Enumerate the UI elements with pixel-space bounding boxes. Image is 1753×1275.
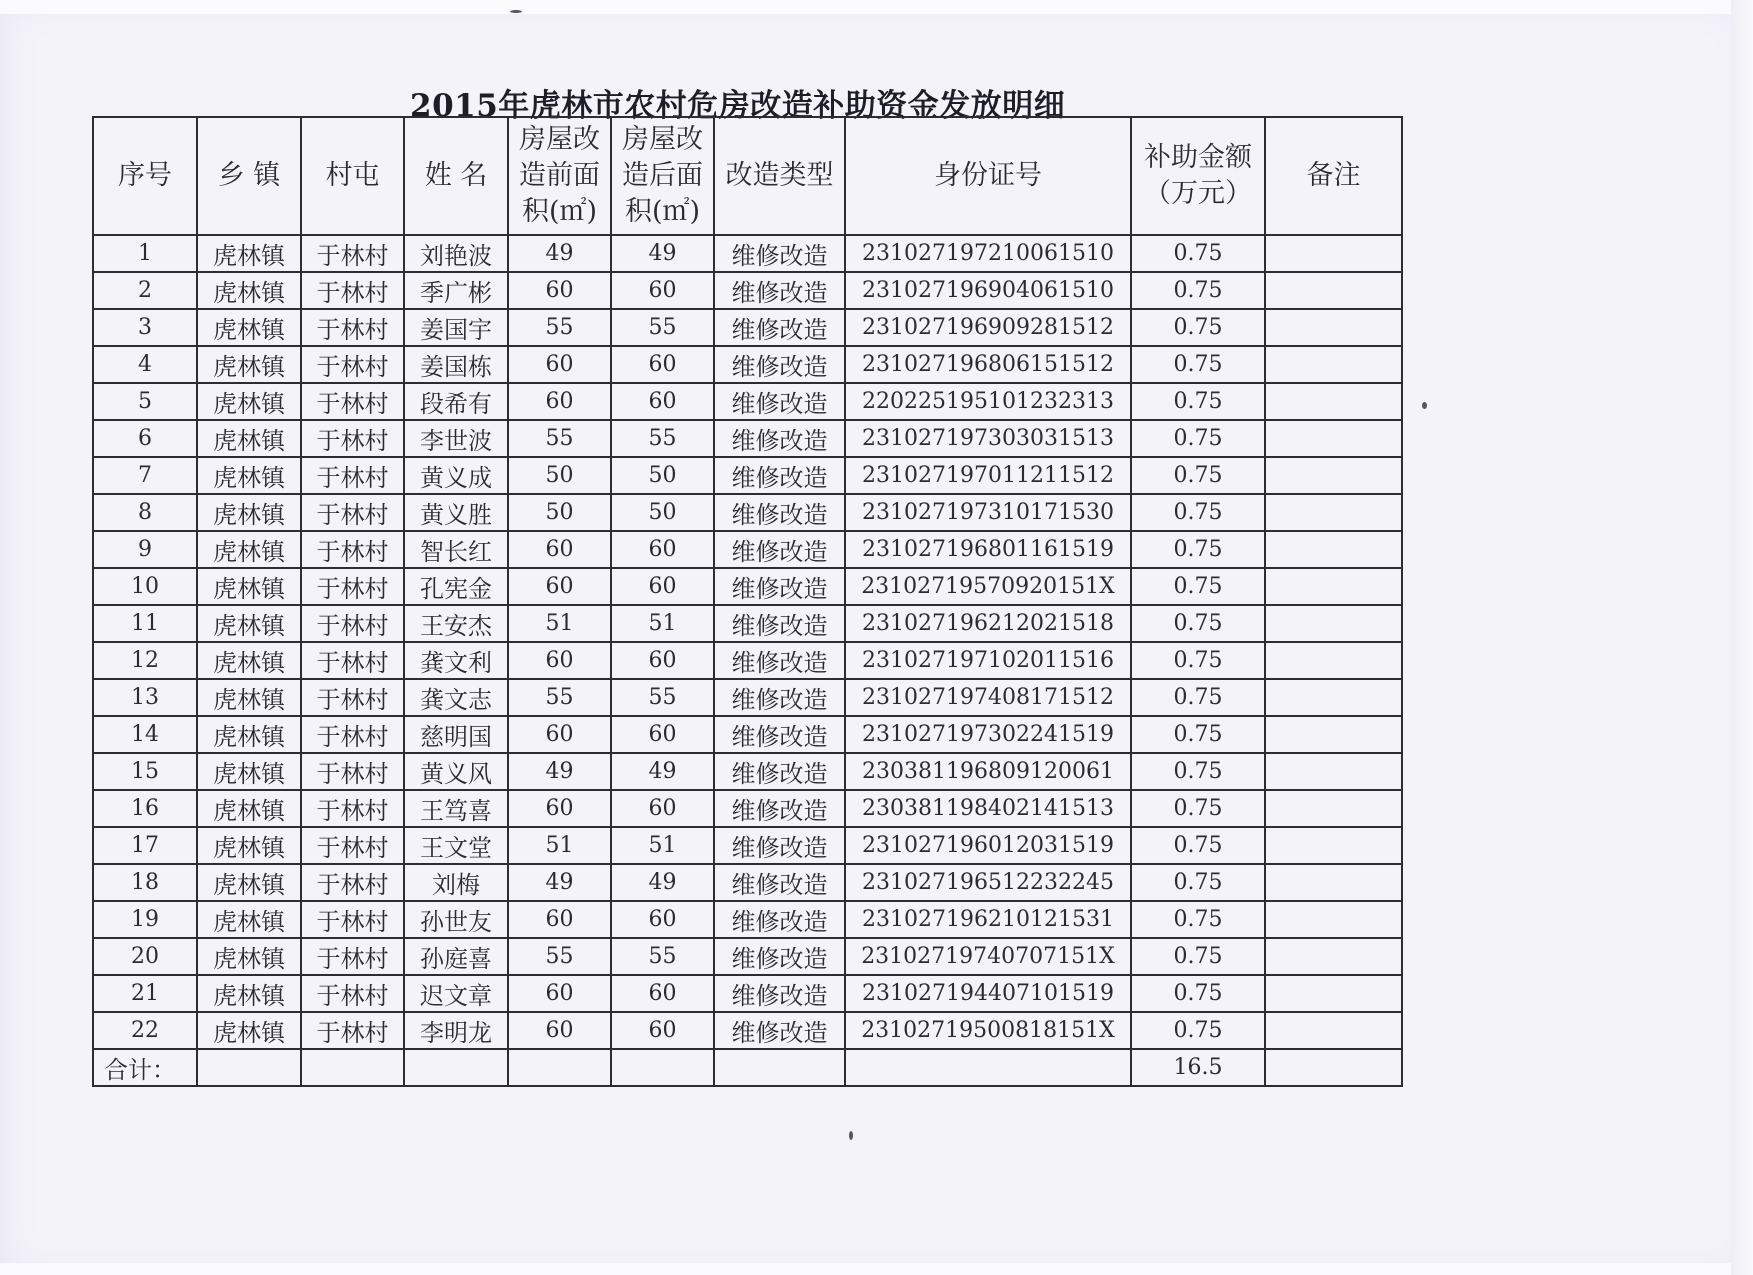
table-row	[93, 457, 1402, 494]
cell-area-before: 51	[508, 827, 611, 864]
cell-township: 虎林镇	[197, 827, 301, 864]
cell-village: 于林村	[301, 938, 404, 975]
table-row	[93, 827, 1402, 864]
cell-area-before: 60	[508, 716, 611, 753]
cell-type: 维修改造	[714, 346, 845, 383]
cell-id-number: 231027196904061510	[845, 272, 1131, 309]
cell-area-after: 60	[611, 272, 714, 309]
cell-index: 1	[93, 235, 197, 272]
cell-name: 孔宪金	[404, 568, 508, 605]
cell-index: 17	[93, 827, 197, 864]
cell-amount: 0.75	[1131, 568, 1265, 605]
cell-remark	[1265, 1012, 1402, 1049]
cell-type: 维修改造	[714, 827, 845, 864]
cell-area-after: 51	[611, 827, 714, 864]
header-id-number: 身份证号	[845, 117, 1131, 235]
cell-remark	[1265, 790, 1402, 827]
cell-township: 虎林镇	[197, 272, 301, 309]
cell-village: 于林村	[301, 568, 404, 605]
cell-type: 维修改造	[714, 1012, 845, 1049]
table-row	[93, 531, 1402, 568]
cell-area-after: 60	[611, 383, 714, 420]
cell-name: 龚文利	[404, 642, 508, 679]
cell-name: 慈明国	[404, 716, 508, 753]
cell-area-before: 60	[508, 975, 611, 1012]
cell-amount: 0.75	[1131, 346, 1265, 383]
cell-type: 维修改造	[714, 309, 845, 346]
cell-township: 虎林镇	[197, 790, 301, 827]
cell-area-before: 60	[508, 1012, 611, 1049]
cell-index: 6	[93, 420, 197, 457]
cell-name: 黄义风	[404, 753, 508, 790]
cell-index: 18	[93, 864, 197, 901]
cell-village: 于林村	[301, 642, 404, 679]
cell-area-after: 50	[611, 457, 714, 494]
cell-amount: 0.75	[1131, 494, 1265, 531]
cell-remark	[1265, 346, 1402, 383]
cell-area-before: 60	[508, 531, 611, 568]
cell-id-number: 231027197408171512	[845, 679, 1131, 716]
cell-village: 于林村	[301, 864, 404, 901]
cell-type: 维修改造	[714, 383, 845, 420]
table-row	[93, 790, 1402, 827]
header-type: 改造类型	[714, 117, 845, 235]
total-label: 合计：	[93, 1049, 197, 1086]
cell-amount: 0.75	[1131, 1012, 1265, 1049]
cell-township: 虎林镇	[197, 457, 301, 494]
cell-township: 虎林镇	[197, 420, 301, 457]
cell-id-number: 231027197210061510	[845, 235, 1131, 272]
cell-area-before: 60	[508, 901, 611, 938]
cell-index: 2	[93, 272, 197, 309]
cell-village: 于林村	[301, 420, 404, 457]
header-index: 序号	[93, 117, 197, 235]
total-empty-cell	[714, 1049, 845, 1086]
cell-remark	[1265, 235, 1402, 272]
cell-name: 王安杰	[404, 605, 508, 642]
cell-area-after: 60	[611, 568, 714, 605]
document-title: 2015年虎林市农村危房改造补助资金发放明细	[410, 88, 1066, 124]
cell-amount: 0.75	[1131, 827, 1265, 864]
cell-area-before: 55	[508, 938, 611, 975]
cell-township: 虎林镇	[197, 679, 301, 716]
cell-area-before: 55	[508, 679, 611, 716]
cell-township: 虎林镇	[197, 938, 301, 975]
cell-name: 王文堂	[404, 827, 508, 864]
total-empty-cell	[845, 1049, 1131, 1086]
table-row	[93, 975, 1402, 1012]
cell-type: 维修改造	[714, 753, 845, 790]
table-row	[93, 605, 1402, 642]
cell-type: 维修改造	[714, 864, 845, 901]
cell-name: 黄义胜	[404, 494, 508, 531]
cell-village: 于林村	[301, 827, 404, 864]
cell-village: 于林村	[301, 975, 404, 1012]
cell-remark	[1265, 457, 1402, 494]
cell-amount: 0.75	[1131, 420, 1265, 457]
subsidy-table	[92, 116, 1403, 1087]
cell-index: 12	[93, 642, 197, 679]
cell-village: 于林村	[301, 272, 404, 309]
cell-area-before: 51	[508, 605, 611, 642]
cell-amount: 0.75	[1131, 864, 1265, 901]
table-row	[93, 753, 1402, 790]
cell-name: 智长红	[404, 531, 508, 568]
cell-village: 于林村	[301, 531, 404, 568]
cell-remark	[1265, 716, 1402, 753]
scan-speck	[510, 10, 522, 13]
cell-remark	[1265, 605, 1402, 642]
cell-village: 于林村	[301, 716, 404, 753]
cell-name: 迟文章	[404, 975, 508, 1012]
cell-village: 于林村	[301, 679, 404, 716]
cell-remark	[1265, 272, 1402, 309]
cell-amount: 0.75	[1131, 901, 1265, 938]
table-row	[93, 642, 1402, 679]
cell-type: 维修改造	[714, 494, 845, 531]
cell-area-before: 60	[508, 790, 611, 827]
cell-id-number: 23102719740707151X	[845, 938, 1131, 975]
header-remark: 备注	[1265, 117, 1402, 235]
cell-village: 于林村	[301, 457, 404, 494]
cell-type: 维修改造	[714, 716, 845, 753]
cell-index: 16	[93, 790, 197, 827]
cell-amount: 0.75	[1131, 753, 1265, 790]
cell-id-number: 231027196909281512	[845, 309, 1131, 346]
cell-index: 22	[93, 1012, 197, 1049]
cell-index: 5	[93, 383, 197, 420]
scan-speck	[1422, 402, 1427, 409]
cell-type: 维修改造	[714, 235, 845, 272]
cell-type: 维修改造	[714, 938, 845, 975]
table-row	[93, 901, 1402, 938]
cell-township: 虎林镇	[197, 753, 301, 790]
cell-name: 姜国栋	[404, 346, 508, 383]
cell-name: 王笃喜	[404, 790, 508, 827]
cell-id-number: 230381196809120061	[845, 753, 1131, 790]
cell-amount: 0.75	[1131, 790, 1265, 827]
cell-name: 李世波	[404, 420, 508, 457]
cell-village: 于林村	[301, 383, 404, 420]
table-row	[93, 716, 1402, 753]
cell-type: 维修改造	[714, 901, 845, 938]
cell-area-after: 60	[611, 346, 714, 383]
cell-index: 9	[93, 531, 197, 568]
cell-amount: 0.75	[1131, 531, 1265, 568]
total-empty-cell	[508, 1049, 611, 1086]
cell-index: 4	[93, 346, 197, 383]
cell-township: 虎林镇	[197, 568, 301, 605]
cell-remark	[1265, 679, 1402, 716]
table-row	[93, 309, 1402, 346]
total-empty-cell	[1265, 1049, 1402, 1086]
cell-type: 维修改造	[714, 272, 845, 309]
cell-type: 维修改造	[714, 790, 845, 827]
cell-area-before: 55	[508, 420, 611, 457]
cell-type: 维修改造	[714, 457, 845, 494]
total-empty-cell	[197, 1049, 301, 1086]
cell-id-number: 231027197302241519	[845, 716, 1131, 753]
cell-remark	[1265, 938, 1402, 975]
cell-area-before: 49	[508, 235, 611, 272]
cell-amount: 0.75	[1131, 309, 1265, 346]
table-row	[93, 272, 1402, 309]
cell-remark	[1265, 494, 1402, 531]
cell-area-after: 60	[611, 975, 714, 1012]
cell-village: 于林村	[301, 753, 404, 790]
cell-township: 虎林镇	[197, 235, 301, 272]
cell-id-number: 23102719500818151X	[845, 1012, 1131, 1049]
cell-id-number: 231027196806151512	[845, 346, 1131, 383]
cell-id-number: 231027196801161519	[845, 531, 1131, 568]
paper-edge-top	[0, 0, 1753, 14]
cell-type: 维修改造	[714, 420, 845, 457]
table-row	[93, 494, 1402, 531]
cell-remark	[1265, 753, 1402, 790]
cell-amount: 0.75	[1131, 938, 1265, 975]
table-row	[93, 346, 1402, 383]
cell-remark	[1265, 531, 1402, 568]
cell-area-after: 60	[611, 790, 714, 827]
cell-remark	[1265, 420, 1402, 457]
total-amount: 16.5	[1131, 1049, 1265, 1086]
cell-area-after: 60	[611, 716, 714, 753]
cell-township: 虎林镇	[197, 642, 301, 679]
total-empty-cell	[611, 1049, 714, 1086]
cell-remark	[1265, 642, 1402, 679]
cell-area-before: 60	[508, 642, 611, 679]
cell-index: 10	[93, 568, 197, 605]
table-header-row	[93, 117, 1402, 235]
cell-amount: 0.75	[1131, 272, 1265, 309]
cell-remark	[1265, 309, 1402, 346]
cell-area-after: 60	[611, 531, 714, 568]
cell-township: 虎林镇	[197, 716, 301, 753]
cell-area-after: 60	[611, 1012, 714, 1049]
table-row	[93, 420, 1402, 457]
cell-area-after: 51	[611, 605, 714, 642]
cell-village: 于林村	[301, 494, 404, 531]
cell-township: 虎林镇	[197, 309, 301, 346]
cell-township: 虎林镇	[197, 605, 301, 642]
cell-index: 15	[93, 753, 197, 790]
cell-area-after: 49	[611, 753, 714, 790]
scan-speck	[849, 1131, 853, 1140]
cell-index: 8	[93, 494, 197, 531]
header-township: 乡 镇	[197, 117, 301, 235]
cell-id-number: 23102719570920151X	[845, 568, 1131, 605]
paper-edge-bottom	[0, 1263, 1753, 1275]
cell-area-before: 49	[508, 753, 611, 790]
cell-area-before: 50	[508, 494, 611, 531]
total-empty-cell	[404, 1049, 508, 1086]
cell-village: 于林村	[301, 1012, 404, 1049]
cell-type: 维修改造	[714, 975, 845, 1012]
cell-area-after: 49	[611, 235, 714, 272]
table-body	[93, 235, 1402, 1049]
cell-amount: 0.75	[1131, 716, 1265, 753]
cell-name: 黄义成	[404, 457, 508, 494]
cell-township: 虎林镇	[197, 383, 301, 420]
cell-area-after: 60	[611, 642, 714, 679]
table-row	[93, 235, 1402, 272]
cell-village: 于林村	[301, 901, 404, 938]
cell-township: 虎林镇	[197, 494, 301, 531]
cell-township: 虎林镇	[197, 346, 301, 383]
cell-id-number: 231027196210121531	[845, 901, 1131, 938]
cell-name: 李明龙	[404, 1012, 508, 1049]
cell-area-before: 50	[508, 457, 611, 494]
cell-remark	[1265, 383, 1402, 420]
cell-area-after: 60	[611, 901, 714, 938]
cell-remark	[1265, 975, 1402, 1012]
cell-id-number: 231027194407101519	[845, 975, 1131, 1012]
cell-township: 虎林镇	[197, 1012, 301, 1049]
cell-index: 20	[93, 938, 197, 975]
cell-id-number: 231027196212021518	[845, 605, 1131, 642]
cell-id-number: 231027197303031513	[845, 420, 1131, 457]
header-area-after: 房屋改造后面积(㎡)	[611, 117, 714, 235]
cell-remark	[1265, 864, 1402, 901]
cell-village: 于林村	[301, 346, 404, 383]
cell-index: 11	[93, 605, 197, 642]
cell-amount: 0.75	[1131, 605, 1265, 642]
table-row	[93, 679, 1402, 716]
cell-index: 14	[93, 716, 197, 753]
cell-name: 姜国宇	[404, 309, 508, 346]
cell-type: 维修改造	[714, 605, 845, 642]
cell-area-before: 60	[508, 568, 611, 605]
cell-name: 孙庭喜	[404, 938, 508, 975]
cell-village: 于林村	[301, 309, 404, 346]
cell-id-number: 220225195101232313	[845, 383, 1131, 420]
total-empty-cell	[301, 1049, 404, 1086]
cell-township: 虎林镇	[197, 901, 301, 938]
cell-amount: 0.75	[1131, 679, 1265, 716]
table-row	[93, 938, 1402, 975]
cell-remark	[1265, 901, 1402, 938]
cell-id-number: 231027197102011516	[845, 642, 1131, 679]
total-row	[93, 1049, 1402, 1086]
header-name: 姓 名	[404, 117, 508, 235]
cell-type: 维修改造	[714, 531, 845, 568]
cell-area-before: 60	[508, 346, 611, 383]
cell-id-number: 231027196512232245	[845, 864, 1131, 901]
table-row	[93, 864, 1402, 901]
cell-name: 段希有	[404, 383, 508, 420]
header-amount: 补助金额（万元）	[1131, 117, 1265, 235]
cell-area-after: 49	[611, 864, 714, 901]
cell-area-after: 55	[611, 679, 714, 716]
cell-area-after: 55	[611, 420, 714, 457]
cell-area-after: 55	[611, 309, 714, 346]
cell-id-number: 231027197310171530	[845, 494, 1131, 531]
cell-amount: 0.75	[1131, 383, 1265, 420]
cell-name: 季广彬	[404, 272, 508, 309]
cell-township: 虎林镇	[197, 864, 301, 901]
cell-id-number: 230381198402141513	[845, 790, 1131, 827]
cell-type: 维修改造	[714, 568, 845, 605]
cell-type: 维修改造	[714, 679, 845, 716]
cell-area-before: 49	[508, 864, 611, 901]
table-row	[93, 1012, 1402, 1049]
cell-name: 孙世友	[404, 901, 508, 938]
cell-index: 21	[93, 975, 197, 1012]
cell-id-number: 231027197011211512	[845, 457, 1131, 494]
table-row	[93, 568, 1402, 605]
cell-area-before: 60	[508, 383, 611, 420]
cell-type: 维修改造	[714, 642, 845, 679]
cell-township: 虎林镇	[197, 975, 301, 1012]
cell-village: 于林村	[301, 790, 404, 827]
cell-amount: 0.75	[1131, 235, 1265, 272]
cell-id-number: 231027196012031519	[845, 827, 1131, 864]
cell-index: 19	[93, 901, 197, 938]
cell-amount: 0.75	[1131, 642, 1265, 679]
cell-area-after: 55	[611, 938, 714, 975]
cell-name: 刘艳波	[404, 235, 508, 272]
cell-index: 3	[93, 309, 197, 346]
header-village: 村屯	[301, 117, 404, 235]
cell-area-after: 50	[611, 494, 714, 531]
cell-index: 7	[93, 457, 197, 494]
cell-remark	[1265, 568, 1402, 605]
cell-name: 龚文志	[404, 679, 508, 716]
cell-amount: 0.75	[1131, 975, 1265, 1012]
cell-area-before: 55	[508, 309, 611, 346]
header-area-before: 房屋改造前面积(㎡)	[508, 117, 611, 235]
cell-amount: 0.75	[1131, 457, 1265, 494]
cell-remark	[1265, 827, 1402, 864]
cell-area-before: 60	[508, 272, 611, 309]
cell-village: 于林村	[301, 605, 404, 642]
paper-edge-right	[1731, 0, 1753, 1275]
cell-village: 于林村	[301, 235, 404, 272]
cell-township: 虎林镇	[197, 531, 301, 568]
cell-index: 13	[93, 679, 197, 716]
table-row	[93, 383, 1402, 420]
cell-name: 刘梅	[404, 864, 508, 901]
